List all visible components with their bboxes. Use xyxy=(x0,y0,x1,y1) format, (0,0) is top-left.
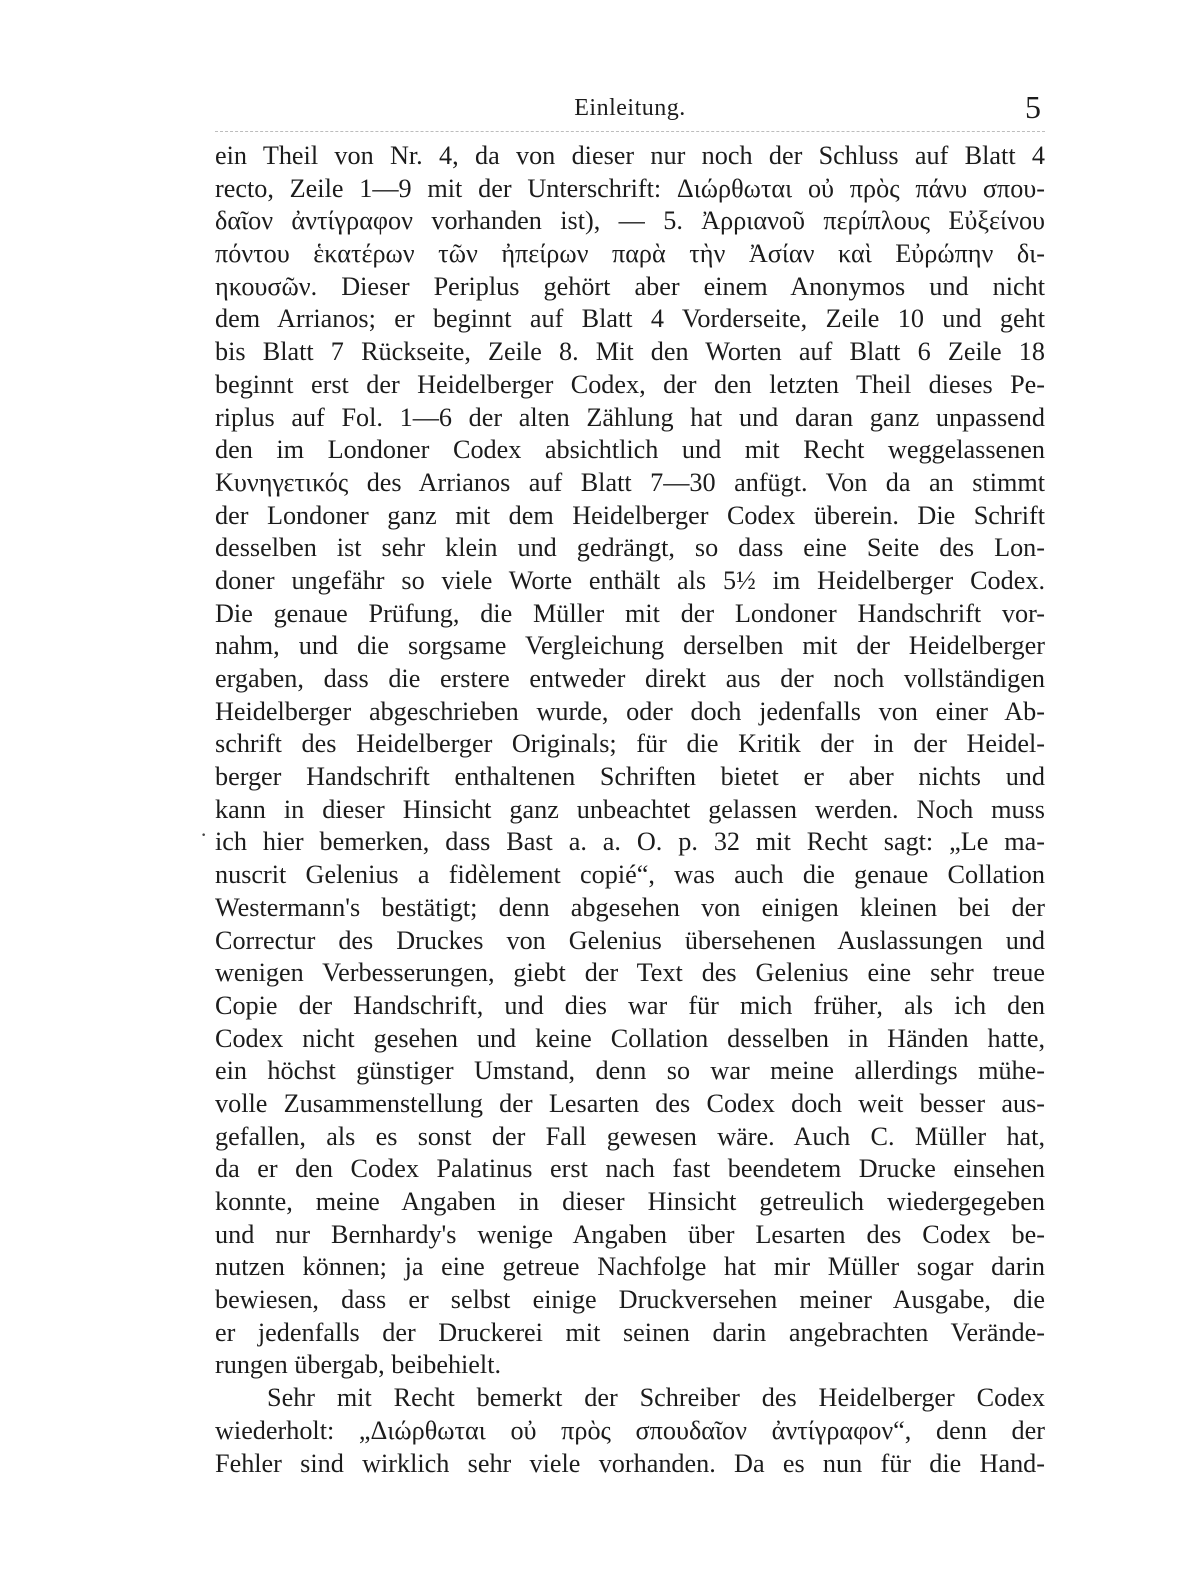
text-line: Correctur des Druckes von Gelenius übersehenen Auslassungen und xyxy=(215,925,1045,955)
text-line: Codex nicht gesehen und keine Collation desselben in Händen hatte, xyxy=(215,1023,1045,1053)
page-number: 5 xyxy=(1025,89,1041,125)
text-line: er jedenfalls der Druckerei mit seinen darin angebrachten Verände- xyxy=(215,1317,1045,1347)
text-line: volle Zusammenstellung der Lesarten des Codex doch weit besser aus- xyxy=(215,1088,1045,1118)
text-line: der Londoner ganz mit dem Heidelberger Codex überein. Die Schrift xyxy=(215,500,1045,530)
text-line: den im Londoner Codex absichtlich und mit Recht weggelassenen xyxy=(215,435,1045,465)
text-line: doner ungefähr so viele Worte enthält als 5½ im Heidelberger Codex. xyxy=(215,565,1045,595)
text-line: Die genaue Prüfung, die Müller mit der Londoner Handschrift vor- xyxy=(215,598,1045,628)
text-line: gefallen, als es sonst der Fall gewesen wäre. Auch C. Müller hat, xyxy=(215,1121,1045,1151)
text-line: berger Handschrift enthaltenen Schriften bietet er aber nichts und xyxy=(215,762,1045,792)
text-line: Κυνηγετικός des Arrianos auf Blatt 7—30 anfügt. Von da an stimmt xyxy=(215,467,1045,497)
text-line: dem Arrianos; er beginnt auf Blatt 4 Vorderseite, Zeile 10 und geht xyxy=(215,304,1045,334)
text-line: ηκουσῶν. Dieser Periplus gehört aber einem Anonymos und nicht xyxy=(215,271,1045,301)
text-line: Fehler sind wirklich sehr viele vorhanden. Da es nun für die Hand- xyxy=(215,1448,1045,1478)
text-line: desselben ist sehr klein und gedrängt, so dass eine Seite des Lon- xyxy=(215,533,1045,563)
text-line: bewiesen, dass er selbst einige Druckversehen meiner Ausgabe, die xyxy=(215,1285,1045,1315)
page-header xyxy=(215,89,1045,135)
text-line: Copie der Handschrift, und dies war für mich früher, als ich den xyxy=(215,990,1045,1020)
text-line: ich hier bemerken, dass Bast a. a. O. p. 32 mit Recht sagt: „Le ma- xyxy=(215,827,1045,857)
text-line: kann in dieser Hinsicht ganz unbeachtet gelassen werden. Noch muss xyxy=(215,794,1045,824)
text-line: Heidelberger abgeschrieben wurde, oder doch jedenfalls von einer Ab- xyxy=(215,696,1045,726)
text-line: δαῖον ἀντίγραφον vorhanden ist), — 5. Ἀρριανοῦ περίπλους Εὐξείνου xyxy=(215,206,1045,236)
text-line: Sehr mit Recht bemerkt der Schreiber des Heidelberger Codex xyxy=(267,1383,1045,1413)
text-line: beginnt erst der Heidelberger Codex, der den letzten Theil dieses Pe- xyxy=(215,369,1045,399)
text-line: ein höchst günstiger Umstand, denn so war meine allerdings mühe- xyxy=(215,1056,1045,1086)
text-line: πόντου ἑκατέρων τῶν ἠπείρων παρὰ τὴν Ἀσίαν καὶ Εὐρώπην δι- xyxy=(215,239,1045,269)
text-line: wiederholt: „Διώρθωται οὐ πρὸς σπουδαῖον ἀντίγραφον“, denn der xyxy=(215,1415,1045,1445)
body-text xyxy=(215,140,1045,1480)
text-line: recto, Zeile 1—9 mit der Unterschrift: Διώρθωται οὐ πρὸς πάνυ σπου- xyxy=(215,173,1045,203)
text-line: nutzen können; ja eine getreue Nachfolge hat mir Müller sogar darin xyxy=(215,1252,1045,1282)
text-line: ergaben, dass die erstere entweder direkt aus der noch vollständigen xyxy=(215,664,1045,693)
header-rule xyxy=(215,131,1045,133)
text-line: bis Blatt 7 Rückseite, Zeile 8. Mit den Worten auf Blatt 6 Zeile 18 xyxy=(215,337,1045,367)
running-title: Einleitung. xyxy=(574,95,686,121)
text-line: riplus auf Fol. 1—6 der alten Zählung hat und daran ganz unpassend xyxy=(215,402,1045,432)
margin-mark: · xyxy=(200,822,208,847)
text-line: rungen übergab, beibehielt. xyxy=(215,1350,502,1380)
text-line: schrift des Heidelberger Originals; für die Kritik der in der Heidel- xyxy=(215,729,1045,759)
text-line: nuscrit Gelenius a fidèlement copié“, was auch die genaue Collation xyxy=(215,860,1045,890)
text-line: nahm, und die sorgsame Vergleichung derselben mit der Heidelberger xyxy=(215,631,1045,661)
text-line: Westermann's bestätigt; denn abgesehen von einigen kleinen bei der xyxy=(215,892,1045,922)
text-line: da er den Codex Palatinus erst nach fast beendetem Drucke einsehen xyxy=(215,1154,1045,1184)
text-line: und nur Bernhardy's wenige Angaben über Lesarten des Codex be- xyxy=(215,1219,1045,1249)
text-line: wenigen Verbesserungen, giebt der Text des Gelenius eine sehr treue xyxy=(215,958,1045,988)
text-line: konnte, meine Angaben in dieser Hinsicht getreulich wiedergegeben xyxy=(215,1187,1045,1216)
text-line: ein Theil von Nr. 4, da von dieser nur noch der Schluss auf Blatt 4 xyxy=(215,141,1045,170)
